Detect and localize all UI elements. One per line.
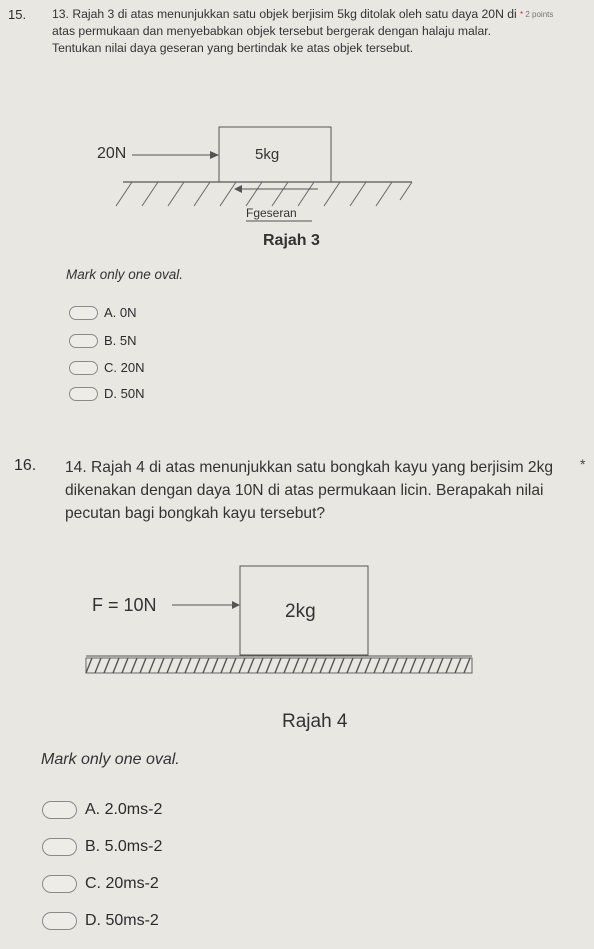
mark-one-oval-instruction: Mark only one oval. (41, 751, 180, 768)
surface-hatching (116, 182, 412, 206)
option-c[interactable] (42, 875, 159, 893)
smooth-surface-hatch-band (86, 658, 472, 673)
question-15-prompt: 13. Rajah 3 di atas menunjukkan satu objek berjisim 5kg ditolak oleh satu daya 20N di atas permukaan dan menyebabkan objek tersebut bergerak dengan halaju malar. Tentukan nilai daya geseran yang bertindak ke atas objek tersebut. (52, 7, 517, 55)
option-label: B. 5.0ms-2 (85, 838, 163, 855)
mark-one-oval-instruction: Mark only one oval. (66, 267, 184, 282)
option-label: B. 5N (104, 333, 137, 348)
applied-force-arrowhead (232, 601, 240, 609)
mass-label: 5kg (255, 146, 280, 163)
figure-caption: Rajah 4 (282, 711, 348, 732)
radio-oval[interactable] (42, 801, 77, 819)
force-label: F = 10N (92, 595, 157, 615)
option-d[interactable] (42, 912, 159, 930)
radio-oval[interactable] (42, 875, 77, 893)
rajah-3-diagram (60, 118, 440, 278)
question-16-number: 16. (14, 457, 37, 474)
question-15-number: 15. (8, 7, 27, 22)
required-asterisk: * (520, 10, 524, 19)
figure-caption: Rajah 3 (263, 232, 320, 249)
option-label: A. 0N (104, 305, 137, 320)
option-c[interactable] (69, 360, 144, 375)
option-a[interactable] (42, 801, 162, 819)
rajah-4-diagram (80, 560, 480, 735)
radio-oval[interactable] (42, 838, 77, 856)
question-16-text: 14. Rajah 4 di atas menunjukkan satu bongkah kayu yang berjisim 2kg dikenakan dengan daya 10N di atas permukaan licin. Berapakah nilai pecutan bagi bongkah kayu tersebut? (65, 459, 554, 522)
option-label: D. 50N (104, 386, 145, 401)
friction-arrowhead (234, 185, 242, 193)
required-asterisk: * (580, 456, 586, 472)
surface-hatching (86, 658, 470, 673)
radio-oval[interactable] (69, 306, 98, 320)
radio-oval[interactable] (42, 912, 77, 930)
option-b[interactable] (42, 838, 162, 856)
option-a[interactable] (69, 305, 137, 320)
force-label: 20N (97, 145, 127, 162)
question-15-points (520, 10, 553, 19)
points-label: 2 points (525, 10, 554, 19)
radio-oval[interactable] (69, 334, 98, 348)
mass-label: 2kg (285, 601, 316, 622)
option-label: C. 20ms-2 (85, 875, 159, 892)
option-label: A. 2.0ms-2 (85, 801, 163, 818)
option-label: C. 20N (104, 360, 145, 375)
option-label: D. 50ms-2 (85, 912, 159, 929)
applied-force-arrowhead (210, 151, 219, 159)
friction-label: Fgeseran (246, 206, 297, 220)
question-15-text (52, 6, 522, 57)
radio-oval[interactable] (69, 361, 98, 375)
option-b[interactable] (69, 333, 137, 348)
option-d[interactable] (69, 386, 144, 401)
radio-oval[interactable] (69, 387, 98, 401)
